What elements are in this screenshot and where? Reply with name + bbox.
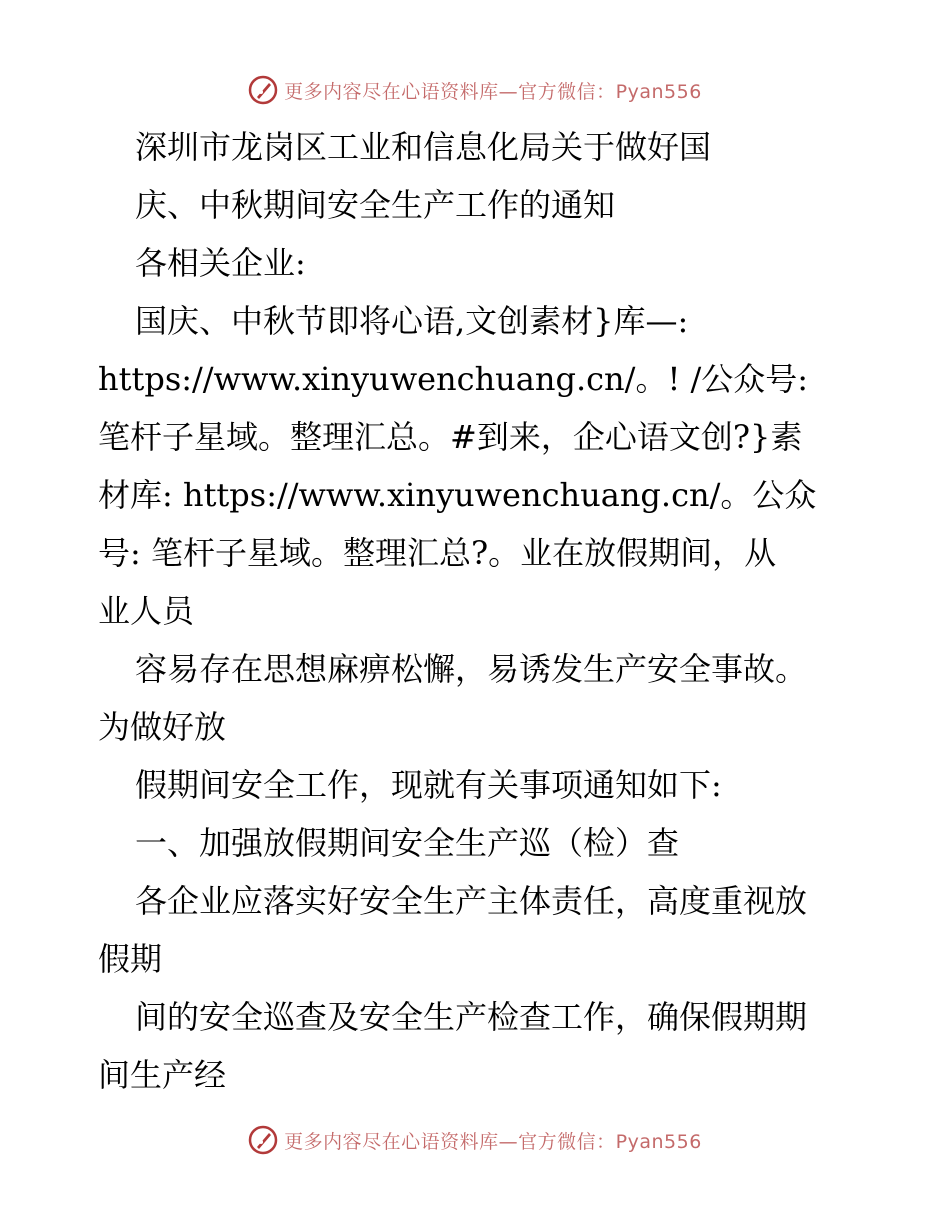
footer-banner [0, 1120, 950, 1160]
paragraph-line: 为做好放 [98, 708, 227, 746]
paragraph-line: https://www.xinyuwenchuang.cn/。! /公众号: [98, 360, 809, 398]
pen-nib-logo-icon [248, 1125, 278, 1155]
paragraph-line: 材库: https://www.xinyuwenchuang.cn/。公众 [98, 476, 817, 514]
paragraph-line: 假期间安全工作，现就有关事项通知如下: [135, 766, 722, 804]
section-heading: 一、加强放假期间安全生产巡（检）查 [135, 824, 680, 862]
paragraph-line: 国庆、中秋节即将心语,文创素材}库—: [135, 302, 689, 340]
footer-banner-text: 更多内容尽在心语资料库—官方微信：Pyan556 [284, 1130, 702, 1153]
salutation: 各相关企业: [135, 244, 306, 282]
header-banner [0, 70, 950, 110]
pen-nib-logo-icon [248, 75, 278, 105]
paragraph-line: 号: 笔杆子星域。整理汇总?。业在放假期间，从 [98, 534, 777, 572]
paragraph-line: 间的安全巡查及安全生产检查工作，确保假期期 [135, 998, 808, 1036]
paragraph-line: 业人员 [98, 592, 195, 630]
paragraph-line: 间生产经 [98, 1056, 227, 1094]
paragraph-line: 假期 [98, 940, 163, 978]
title-line-1: 深圳市龙岗区工业和信息化局关于做好国 [135, 128, 712, 166]
paragraph-line: 容易存在思想麻痹松懈，易诱发生产安全事故。 [135, 650, 808, 688]
header-banner-text: 更多内容尽在心语资料库—官方微信：Pyan556 [284, 80, 702, 103]
title-line-2: 庆、中秋期间安全生产工作的通知 [135, 186, 616, 224]
paragraph-line: 笔杆子星域。整理汇总。#到来，企心语文创?}素 [98, 418, 803, 456]
paragraph-line: 各企业应落实好安全生产主体责任，高度重视放 [135, 882, 808, 920]
document-body [98, 118, 858, 1104]
